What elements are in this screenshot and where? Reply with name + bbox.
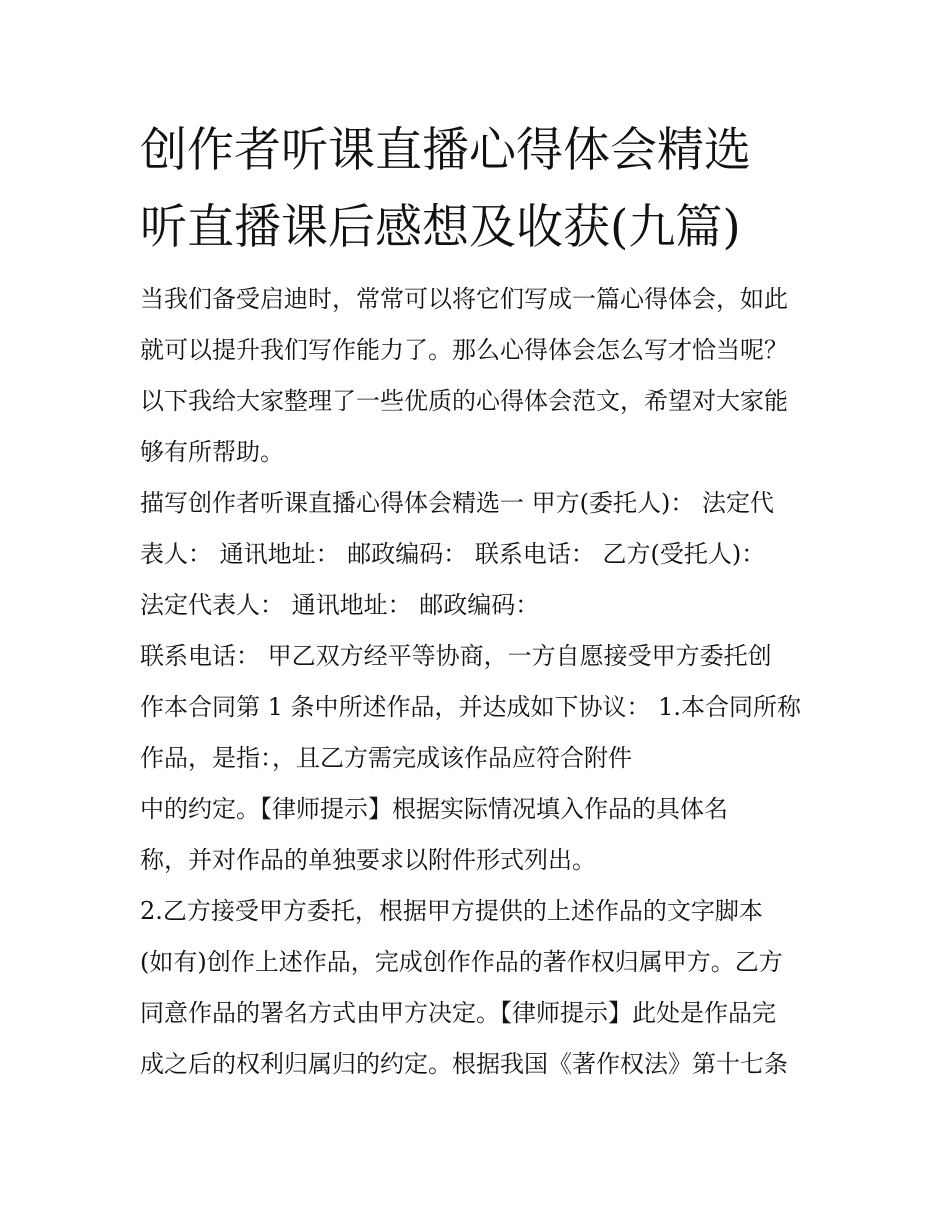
body-line: 2.乙方接受甲方委托，根据甲方提供的上述作品的文字脚本 [140, 897, 763, 925]
body-line: 以下我给大家整理了一些优质的心得体会范文，希望对大家能 [140, 387, 788, 415]
body-line: 法定代表人： 通讯地址： 邮政编码： [140, 591, 540, 619]
body-line: 联系电话： 甲乙双方经平等协商，一方自愿接受甲方委托创 [140, 642, 772, 670]
body-line: 成之后的权利归属归的约定。根据我国《著作权法》第十七条 [140, 1050, 788, 1078]
title-line: 听直播课后感想及收获(九篇) [140, 200, 741, 255]
body-line: 当我们备受启迪时，常常可以将它们写成一篇心得体会，如此 [140, 285, 788, 313]
title-line: 创作者听课直播心得体会精选 [140, 123, 751, 178]
document-title [140, 112, 830, 266]
body-line: 作本合同第 1 条中所述作品，并达成如下协议： 1.本合同所称 [140, 693, 802, 721]
body-line: 够有所帮助。 [140, 438, 284, 466]
body-line: 表人： 通讯地址： 邮政编码： 联系电话： 乙方(受托人)： [140, 540, 766, 568]
document-body [140, 274, 840, 1090]
body-line: 称，并对作品的单独要求以附件形式列出。 [140, 846, 596, 874]
body-line: 作品，是指：，且乙方需完成该作品应符合附件 [140, 744, 632, 772]
body-line: (如有)创作上述作品，完成创作作品的著作权归属甲方。乙方 [140, 948, 783, 976]
body-line: 同意作品的署名方式由甲方决定。【律师提示】此处是作品完 [140, 999, 776, 1027]
body-line: 就可以提升我们写作能力了。那么心得体会怎么写才恰当呢？ [140, 336, 788, 364]
body-line: 描写创作者听课直播心得体会精选一 甲方(委托人)： 法定代 [140, 489, 774, 517]
body-line: 中的约定。【律师提示】根据实际情况填入作品的具体名 [140, 795, 728, 823]
